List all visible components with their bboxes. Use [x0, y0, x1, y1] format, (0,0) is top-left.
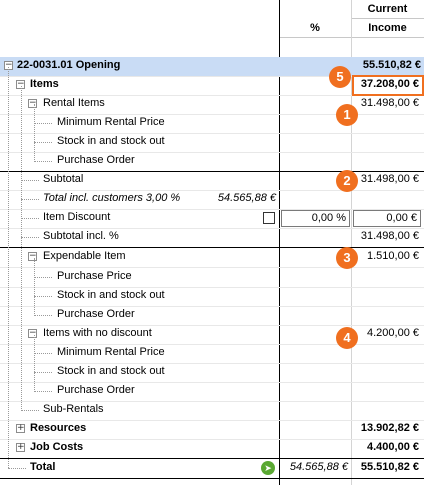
checkbox-icon[interactable] [263, 212, 275, 224]
row-label: Job Costs [30, 441, 84, 453]
discount-income-input[interactable]: 0,00 € [353, 210, 421, 227]
collapse-toggle-icon[interactable]: − [5, 60, 13, 70]
row-income: 31.498,00 € [360, 173, 419, 185]
row-label: Stock in and stock out [57, 289, 165, 301]
tree-row-purchase-price[interactable] [0, 268, 424, 287]
tree-row-subtotal[interactable] [0, 171, 424, 190]
row-label: Total incl. customers 3,00 % [43, 192, 181, 204]
collapse-toggle-icon[interactable]: − [17, 79, 25, 89]
row-label: Sub-Rentals [43, 403, 104, 415]
collapse-toggle-icon[interactable]: − [29, 328, 37, 338]
tree-row-purchase-order[interactable] [0, 152, 424, 171]
row-label: Subtotal [43, 173, 84, 185]
tree-row-stock-in-out[interactable] [0, 287, 424, 306]
income-highlight-box [352, 75, 424, 96]
annotation-badge-3: 3 [336, 247, 358, 269]
tree-row-opening[interactable] [0, 57, 424, 76]
discount-percent-input[interactable]: 0,00 % [281, 210, 350, 227]
annotation-badge-1: 1 [336, 104, 358, 126]
tree-row-stock-in-out[interactable] [0, 363, 424, 382]
row-income: 4.400,00 € [367, 441, 419, 453]
tree-row-min-rental-price[interactable] [0, 344, 424, 363]
row-label: Resources [30, 422, 87, 434]
tree-row-item-discount[interactable] [0, 209, 424, 228]
arrow-right-circle-icon[interactable]: ➤ [261, 461, 275, 475]
tree-row-job-costs[interactable] [0, 439, 424, 458]
row-label: Minimum Rental Price [57, 116, 165, 128]
row-label: Rental Items [43, 97, 105, 109]
row-income: 55.510,82 € [362, 59, 421, 71]
row-income: 31.498,00 € [360, 230, 419, 242]
tree-row-subtotal-incl[interactable] [0, 228, 424, 247]
tree-row-expendable-item[interactable] [0, 248, 424, 267]
collapse-toggle-icon[interactable]: − [29, 251, 37, 261]
row-label: Expendable Item [43, 250, 126, 262]
row-label: Items with no discount [43, 327, 152, 339]
percent-column-header[interactable]: % [310, 22, 320, 34]
tree-row-rental-items[interactable] [0, 95, 424, 114]
tree-row-total-incl-customers[interactable] [0, 190, 424, 209]
current-group-header: Current [367, 3, 408, 15]
row-label: Purchase Order [57, 384, 135, 396]
row-income: 4.200,00 € [367, 327, 419, 339]
row-label: Minimum Rental Price [57, 346, 165, 358]
row-percent-value: 54.565,88 € [289, 461, 348, 473]
row-income: 31.498,00 € [360, 97, 419, 109]
expand-toggle-icon[interactable]: + [17, 442, 25, 452]
income-column-header[interactable]: Income [368, 22, 407, 34]
tree-row-items-no-discount[interactable] [0, 325, 424, 344]
annotation-badge-2: 2 [336, 170, 358, 192]
row-income: 37.208,00 € [360, 78, 419, 90]
grid-header [0, 0, 424, 57]
row-label: Stock in and stock out [57, 135, 165, 147]
row-label: Purchase Price [57, 270, 132, 282]
row-label: Total [30, 461, 56, 473]
tree-row-sub-rentals[interactable] [0, 401, 424, 420]
row-label: Items [30, 78, 59, 90]
row-label: Purchase Order [57, 308, 135, 320]
row-label: Subtotal incl. % [43, 230, 119, 242]
expand-toggle-icon[interactable]: + [17, 423, 25, 433]
tree-row-resources[interactable] [0, 420, 424, 439]
tree-row-total[interactable] [0, 459, 424, 478]
tree-row-purchase-order[interactable] [0, 382, 424, 401]
tree-row-purchase-order[interactable] [0, 306, 424, 325]
row-label: Purchase Order [57, 154, 135, 166]
collapse-toggle-icon[interactable]: − [29, 98, 37, 108]
row-percent-value: 54.565,88 € [217, 192, 276, 204]
row-label: 22-0031.01 Opening [17, 59, 121, 71]
row-income: 13.902,82 € [360, 422, 419, 434]
annotation-badge-5: 5 [329, 66, 351, 88]
row-income: 55.510,82 € [360, 461, 419, 473]
row-label: Stock in and stock out [57, 365, 165, 377]
tree-row-min-rental-price[interactable] [0, 114, 424, 133]
annotation-badge-4: 4 [336, 327, 358, 349]
tree-row-stock-in-out[interactable] [0, 133, 424, 152]
row-label: Item Discount [43, 211, 111, 223]
row-income: 1.510,00 € [367, 250, 419, 262]
